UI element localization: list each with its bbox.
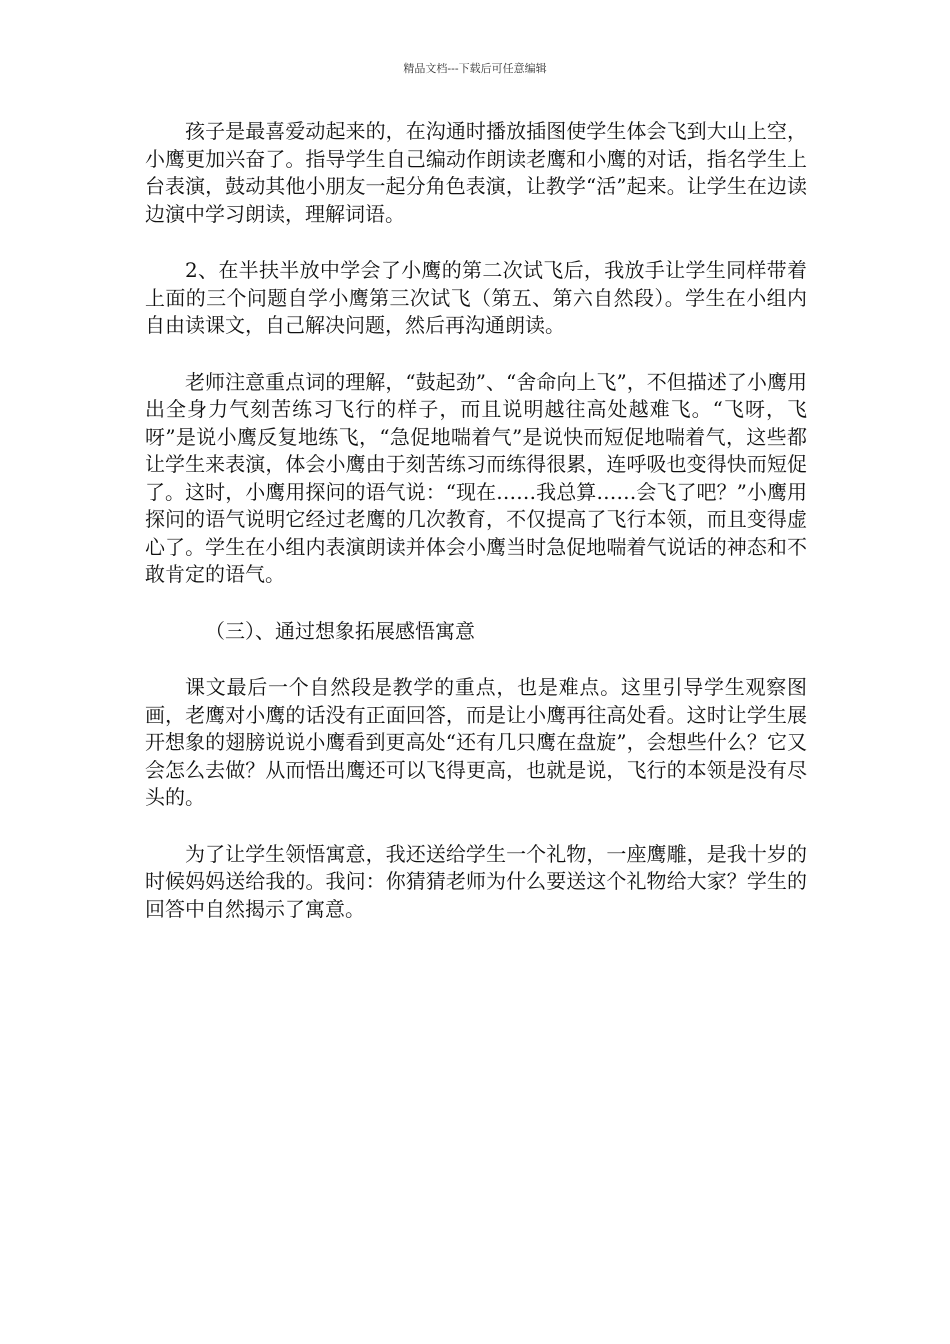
page-header: 精品文档---下载后可任意编辑 xyxy=(403,62,547,75)
paragraph-third-flight-self-study: 2、在半扶半放中学会了小鹰的第二次试飞后，我放手让学生同样带着上面的三个问题自学小鹰第三次试飞（第五、第六自然段）。学生在小组内自由读课文，自己解决问题，然后再沟通朗读。 xyxy=(145,258,807,337)
paragraph-key-words: 老师注意重点词的理解，“鼓起劲”、“舍命向上飞”，不但描述了小鹰用出全身力气刻苦练习飞行的样子，而且说明越往高处越难飞。“飞呀，飞呀”是说小鹰反复地练飞，“急促地喘着气”是说快而短促地喘着气，这些都让学生来表演，体会小鹰由于刻苦练习而练得很累，连呼吸也变得快而短促了。这时，小鹰用探问的语气说：“现在……我总算……会飞了吧？”小鹰用探问的语气说明它经过老鹰的几次教育，不仅提高了飞行本领，而且变得虚心了。学生在小组内表演朗读并体会小鹰当时急促地喘着气说话的神态和不敢肯定的语气。 xyxy=(145,369,807,586)
paragraph-gift: 为了让学生领悟寓意，我还送给学生一个礼物，一座鹰雕，是我十岁的时候妈妈送给我的。我问：你猜猜老师为什么要送这个礼物给大家？学生的回答中自然揭示了寓意。 xyxy=(145,841,807,921)
document-body xyxy=(145,118,807,952)
section-heading: （三）、通过想象拓展感悟寓意 xyxy=(205,618,475,643)
paragraph-last-section: 课文最后一个自然段是教学的重点，也是难点。这里引导学生观察图画，老鹰对小鹰的话没有正面回答，而是让小鹰再往高处看。这时让学生展开想象的翅膀说说小鹰看到更高处“还有几只鹰在盘旋”，会想些什么？它又会怎么去做？从而悟出鹰还可以飞得更高，也就是说，飞行的本领是没有尽头的。 xyxy=(145,675,807,809)
paragraph-performance-reading: 孩子是最喜爱动起来的，在沟通时播放插图使学生体会飞到大山上空，小鹰更加兴奋了。指导学生自己编动作朗读老鹰和小鹰的对话，指名学生上台表演，鼓动其他小朋友一起分角色表演，让教学“活”起来。让学生在边读边演中学习朗读，理解词语。 xyxy=(145,119,807,226)
